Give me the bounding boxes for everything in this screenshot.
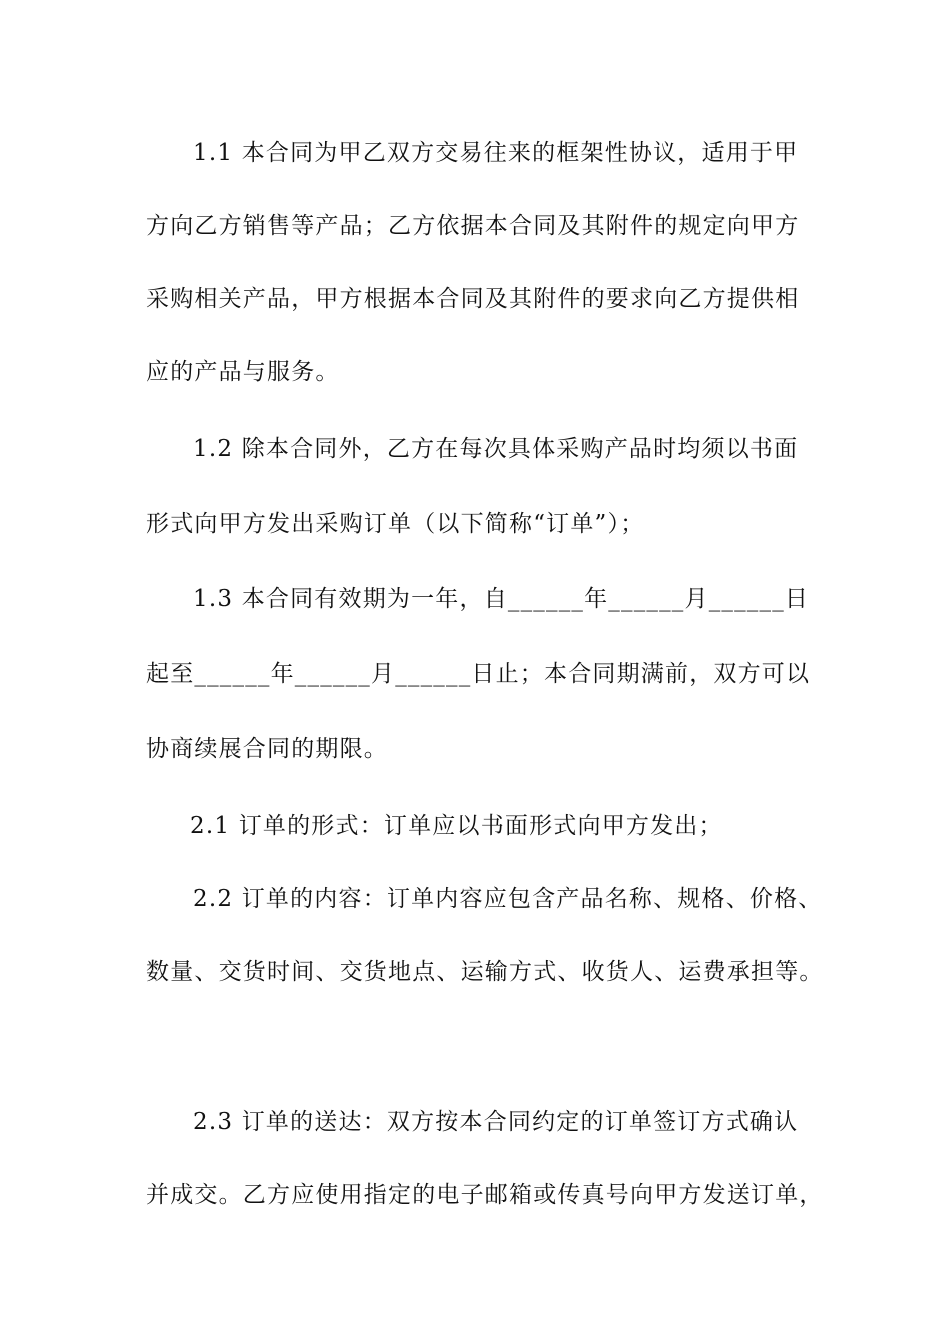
clause-2-3-line-2: 并成交。乙方应使用指定的电子邮箱或传真号向甲方发送订单， <box>146 1182 824 1208</box>
clause-1-2-line-2: 形式向甲方发出采购订单（以下简称“订单”）； <box>146 511 645 537</box>
clause-1-1-line-2: 方向乙方销售等产品；乙方依据本合同及其附件的规定向甲方 <box>146 213 800 239</box>
clause-2-2-line-1: 2.2 订单的内容：订单内容应包含产品名称、规格、价格、 <box>193 886 823 912</box>
clause-2-3-line-1: 2.3 订单的送达：双方按本合同约定的订单签订方式确认 <box>193 1109 799 1135</box>
clause-1-1-line-4: 应的产品与服务。 <box>146 359 340 385</box>
clause-1-3-line-2: 起至______年______月______日止；本合同期满前，双方可以 <box>146 661 811 687</box>
clause-1-3-line-3: 协商续展合同的期限。 <box>146 736 388 762</box>
clause-1-2-line-1: 1.2 除本合同外，乙方在每次具体采购产品时均须以书面 <box>193 436 799 462</box>
clause-1-3-line-1: 1.3 本合同有效期为一年，自______年______月______日 <box>193 586 810 612</box>
clause-2-1-line-1: 2.1 订单的形式：订单应以书面形式向甲方发出； <box>190 813 723 839</box>
clause-1-1-line-1: 1.1 本合同为甲乙双方交易往来的框架性协议，适用于甲 <box>193 140 799 166</box>
clause-2-2-line-2: 数量、交货时间、交货地点、运输方式、收货人、运费承担等。 <box>146 959 824 985</box>
clause-1-1-line-3: 采购相关产品，甲方根据本合同及其附件的要求向乙方提供相 <box>146 286 800 312</box>
